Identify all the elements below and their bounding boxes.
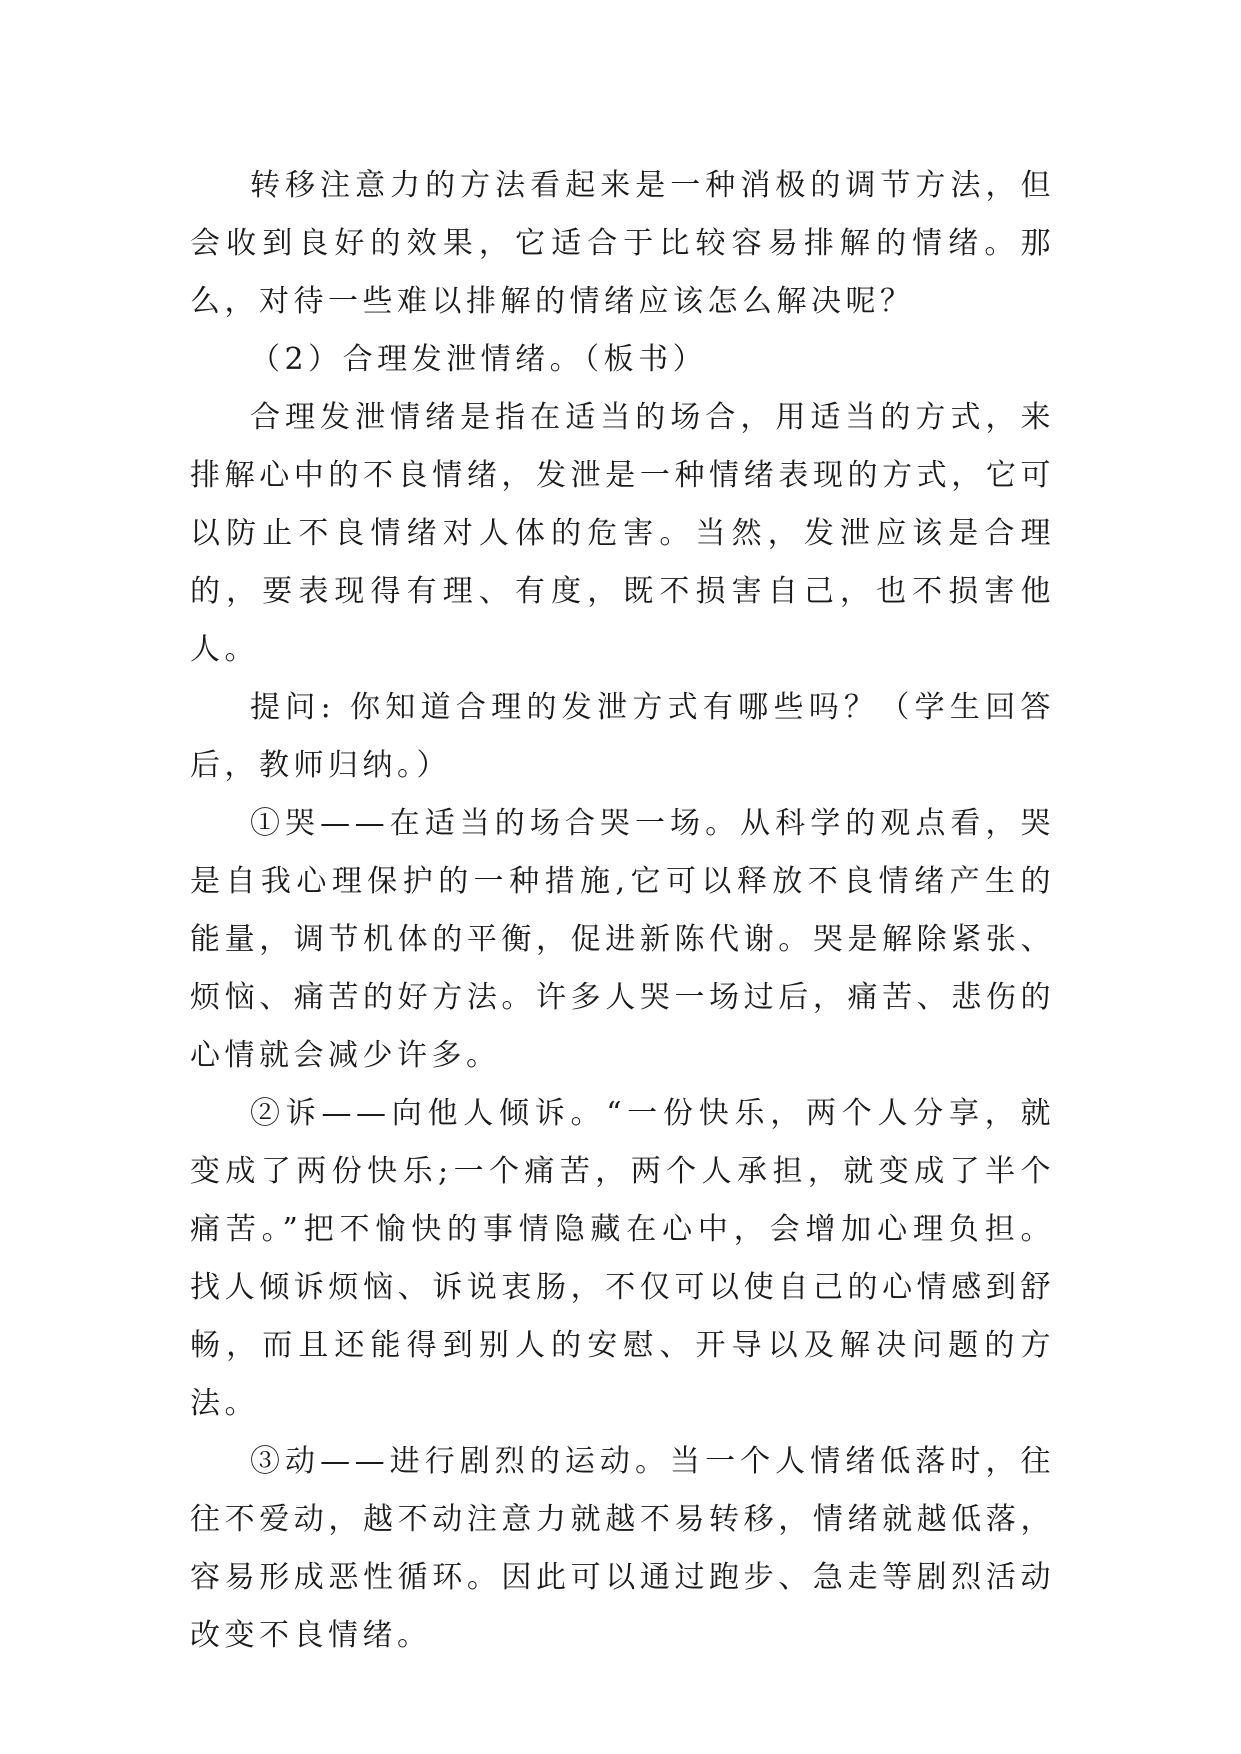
paragraph-cry: ①哭——在适当的场合哭一场。从科学的观点看，哭是自我心理保护的一种措施,它可以释放不良情绪产生的能量，调节机体的平衡，促进新陈代谢。哭是解除紧张、烦恼、痛苦的好方法。许多人哭一场过后，痛苦、悲伤的心情就会减少许多。 <box>190 806 1055 1073</box>
paragraph-question: 提问: 你知道合理的发泄方式有哪些吗？（学生回答后，教师归纳。） <box>190 690 1055 783</box>
section-heading-vent-emotions: （2）合理发泄情绪。（板书） <box>250 342 708 377</box>
paragraph-confide: ②诉——向他人倾诉。“一份快乐，两个人分享，就变成了两份快乐;一个痛苦，两个人承担，就变成了半个痛苦。”把不愉快的事情隐藏在心中，会增加心理负担。找人倾诉烦恼、诉说衷肠，不仅可以使自己的心情感到舒畅，而且还能得到别人的安慰、开导以及解决问题的方法。 <box>190 1096 1055 1421</box>
paragraph-exercise: ③动——进行剧烈的运动。当一个人情绪低落时，往往不爱动，越不动注意力就越不易转移，情绪就越低落，容易形成恶性循环。因此可以通过跑步、急走等剧烈活动改变不良情绪。 <box>190 1444 1055 1653</box>
document-body <box>190 157 1055 1665</box>
paragraph-vent-definition: 合理发泄情绪是指在适当的场合，用适当的方式，来排解心中的不良情绪，发泄是一种情绪表现的方式，它可以防止不良情绪对人体的危害。当然，发泄应该是合理的，要表现得有理、有度，既不损害自己，也不损害他人。 <box>190 400 1055 667</box>
paragraph-distraction: 转移注意力的方法看起来是一种消极的调节方法，但会收到良好的效果，它适合于比较容易排解的情绪。那么，对待一些难以排解的情绪应该怎么解决呢？ <box>190 168 1055 319</box>
